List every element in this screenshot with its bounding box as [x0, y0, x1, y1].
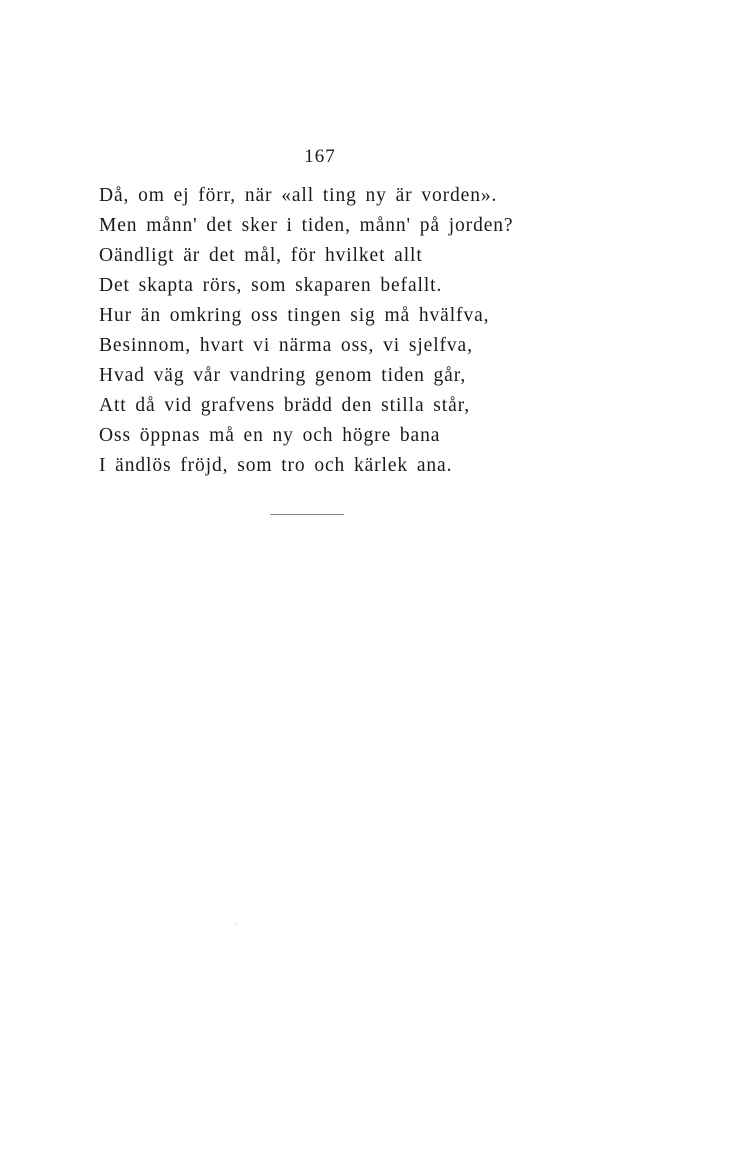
paper-speck — [236, 924, 237, 925]
poem-line: Det skapta rörs, som skaparen befallt. — [99, 275, 443, 296]
page-number: 167 — [304, 146, 336, 167]
poem-stanza — [99, 181, 529, 481]
ornament-rule — [270, 514, 344, 515]
poem-line: Hvad väg vår vandring genom tiden går, — [99, 365, 467, 386]
poem-line: Oss öppnas må en ny och högre bana — [99, 425, 441, 446]
poem-line: Besinnom, hvart vi närma oss, vi sjelfva, — [99, 335, 473, 356]
poem-line: Att då vid grafvens brädd den stilla står, — [99, 395, 471, 416]
poem-line: Oändligt är det mål, för hvilket allt — [99, 245, 423, 266]
poem-line: I ändlös fröjd, som tro och kärlek ana. — [99, 455, 453, 476]
poem-line: Men månn' det sker i tiden, månn' på jorden? — [99, 215, 514, 236]
poem-line: Hur än omkring oss tingen sig må hvälfva, — [99, 305, 490, 326]
poem-line: Då, om ej förr, när «all ting ny är vorden». — [99, 185, 498, 206]
